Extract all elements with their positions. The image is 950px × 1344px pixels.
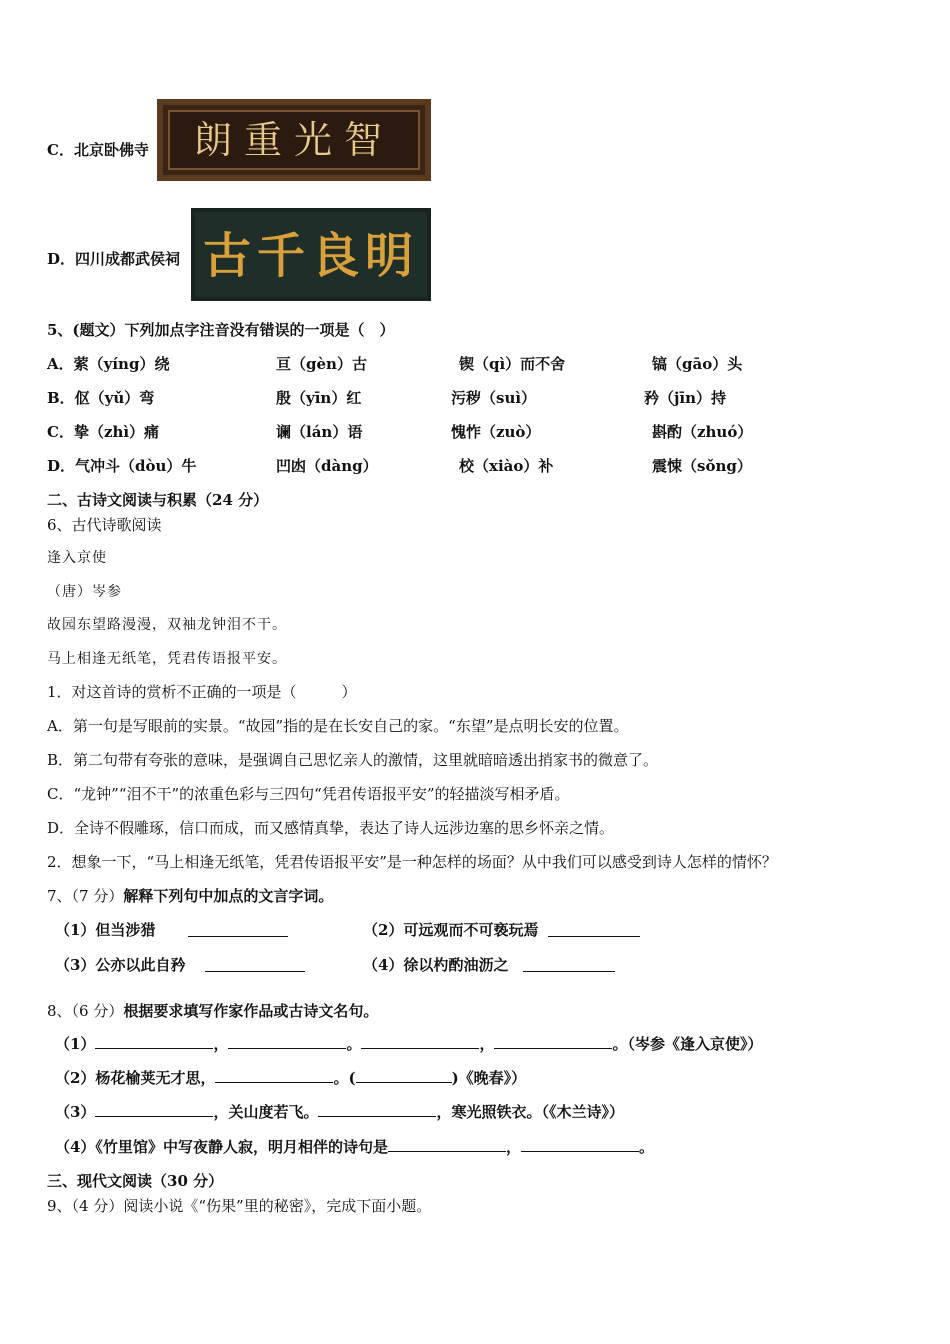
q5-d-3: 校（xiào）补 (459, 457, 554, 475)
plaque-d-image (191, 208, 431, 301)
q5-a-3: 锲（qì）而不舍 (459, 355, 566, 373)
q8-l4-end: 。 (638, 1138, 654, 1156)
plaque-d-text: 明良千古 (202, 228, 420, 284)
q5-c-3: 愧怍（zuò） (451, 423, 541, 441)
plaque-c-text: 智光重朗 (193, 118, 395, 162)
q6-sub2: 2．想象一下，“马上相逢无纸笔，凭君传语报平安”是一种怎样的场面？从中我们可以感受到诗人怎样的情怀？ (47, 853, 777, 871)
q8-line-2 (55, 1068, 526, 1088)
q8-l1-sep1: ， (213, 1035, 229, 1053)
q8-l3-mid: ，关山度若飞。 (213, 1103, 319, 1121)
q7-item-1-text: （1）但当涉猎 (55, 921, 156, 939)
q8-l4-sep: ， (505, 1138, 521, 1156)
q8-l2-mid: 。( (333, 1069, 356, 1087)
q8-stem: 根据要求填写作家作品或古诗文名句。 (123, 1002, 379, 1020)
q5-a-2: 亘（gèn）古 (276, 355, 367, 373)
q8-blank-8[interactable] (318, 1102, 436, 1117)
q5-d-4: 震悚（sǒng） (652, 457, 752, 475)
q8-l1-sep2: 。 (346, 1035, 362, 1053)
q7-blank-4[interactable] (523, 957, 615, 972)
q6-option-a: A．第一句是写眼前的实景。“故园”指的是在长安自己的家。“东望”是点明长安的位置。 (47, 717, 629, 735)
q8-heading (47, 1001, 378, 1021)
q8-l3-end: ，寒光照铁衣。（《木兰诗》） (436, 1103, 624, 1121)
q7-blank-3[interactable] (205, 957, 305, 972)
q7-item-1 (55, 920, 155, 940)
q5-c-2: 谰（lán）语 (276, 423, 363, 441)
plaque-c-image (157, 99, 431, 181)
section-2-heading: 二、古诗文阅读与积累（24 分） (47, 491, 269, 509)
q5-b-4: 矜（jīn）持 (644, 389, 727, 407)
q6-sub1: 1．对这首诗的赏析不正确的一项是（ ） (47, 683, 357, 701)
poem-line-2: 马上相逢无纸笔，凭君传语报平安。 (47, 651, 287, 667)
q7-prefix: 7、（7 分） (47, 887, 124, 905)
q5-a-1: A．萦（yíng）绕 (47, 355, 170, 373)
q5-c-1: C．挚（zhì）痛 (47, 423, 160, 441)
q7-blank-1[interactable] (188, 922, 288, 937)
q6-option-c: C．“龙钟”“泪不干”的浓重色彩与三四句“凭君传语报平安”的轻描淡写相矛盾。 (47, 785, 570, 803)
q7-stem: 解释下列句中加点的文言字词。 (123, 887, 334, 905)
q5-b-3: 污秽（suì） (451, 389, 537, 407)
q8-blank-9[interactable] (388, 1137, 506, 1152)
q8-l4-prefix: （4）《竹里馆》中写夜静人寂，明月相伴的诗句是 (55, 1138, 388, 1156)
q8-prefix: 8、（6 分） (47, 1002, 124, 1020)
q8-l1-sep3: ， (479, 1035, 495, 1053)
q8-line-4 (55, 1137, 654, 1157)
poem-title: 逢入京使 (47, 550, 107, 566)
q7-item-4-text: （4）徐以杓酌油沥之 (363, 956, 509, 974)
q5-d-2: 凹凼（dàng） (276, 457, 378, 475)
q7-item-3-text: （3）公亦以此自矜 (55, 956, 186, 974)
q5-c-4: 斟酌（zhuó） (652, 423, 753, 441)
q6-title: 6、古代诗歌阅读 (47, 516, 162, 534)
q5-b-1: B．伛（yǔ）弯 (47, 389, 155, 407)
q7-item-3 (55, 955, 185, 975)
q8-blank-2[interactable] (228, 1034, 346, 1049)
q8-l1-end: 。（岑参《逢入京使》） (612, 1035, 763, 1053)
q7-item-2 (363, 920, 538, 940)
option-c-label: C．北京卧佛寺 (47, 141, 149, 159)
section-3-heading: 三、现代文阅读（30 分） (47, 1172, 224, 1190)
q8-l3-prefix: （3） (55, 1103, 96, 1121)
q6-option-d: D．全诗不假雕琢，信口而成，而又感情真挚，表达了诗人远涉边塞的思乡怀亲之情。 (47, 819, 615, 837)
q8-l2-end: )《晚春》） (451, 1069, 527, 1087)
q6-option-b: B．第二句带有夸张的意味，是强调自己思忆亲人的激情，这里就暗暗透出捎家书的微意了。 (47, 751, 659, 769)
q7-blank-2[interactable] (548, 922, 640, 937)
q8-blank-6[interactable] (356, 1068, 452, 1083)
q8-line-3 (55, 1102, 624, 1122)
q7-heading (47, 886, 333, 906)
q8-blank-10[interactable] (521, 1137, 639, 1152)
q5-a-4: 镐（gāo）头 (652, 355, 743, 373)
q7-item-2-text: （2）可远观而不可亵玩焉 (363, 921, 539, 939)
q8-blank-4[interactable] (494, 1034, 612, 1049)
poem-author: （唐）岑参 (47, 584, 122, 600)
q8-line-1 (55, 1034, 763, 1054)
q7-item-4 (363, 955, 508, 975)
poem-line-1: 故园东望路漫漫，双袖龙钟泪不干。 (47, 617, 287, 633)
q8-blank-1[interactable] (95, 1034, 213, 1049)
q5-d-1: D．气冲斗（dòu）牛 (47, 457, 197, 475)
q5-stem: 5、(题文）下列加点字注音没有错误的一项是（ ） (47, 321, 395, 339)
q8-blank-7[interactable] (95, 1102, 213, 1117)
q8-blank-5[interactable] (215, 1068, 333, 1083)
q8-blank-3[interactable] (361, 1034, 479, 1049)
q8-l1-prefix: （1） (55, 1035, 96, 1053)
q5-b-2: 殷（yīn）红 (276, 389, 362, 407)
q9-stem: 9、（4 分）阅读小说《“伤果”里的秘密》，完成下面小题。 (47, 1197, 432, 1215)
q8-l2-prefix: （2）杨花榆荚无才思， (55, 1069, 216, 1087)
option-d-label: D．四川成都武侯祠 (47, 250, 181, 268)
